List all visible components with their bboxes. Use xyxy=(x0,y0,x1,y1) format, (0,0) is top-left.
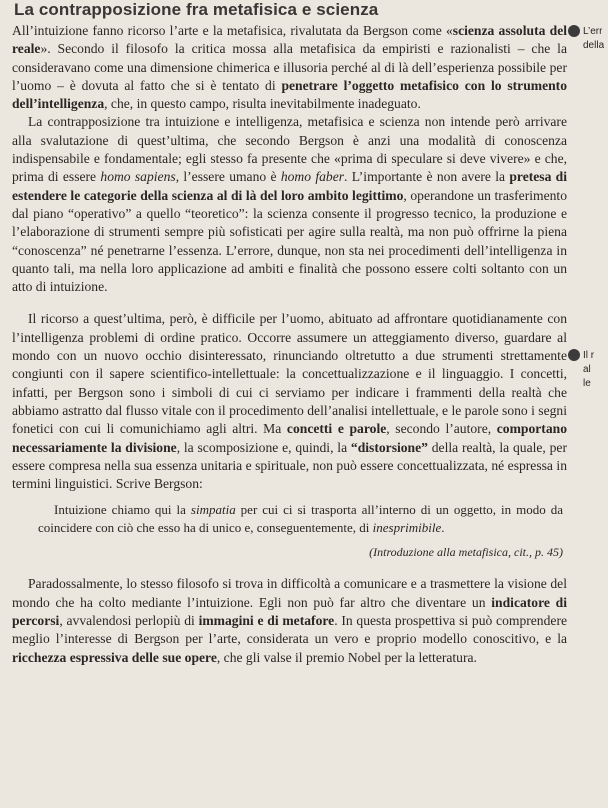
page-title: La contrapposizione fra metafisica e scienza xyxy=(14,0,379,19)
text-run: . In questa prospettiva si può comprendere meglio l’interesse di Bergson per l’arte, considerata un vero e proprio modello conoscitivo, e la xyxy=(12,613,568,647)
emphasis-bold: comportano necessariamente la divisione xyxy=(12,421,567,455)
text-run: All’intuizione fanno ricorso l’arte e la metafisica, rivalutata da Bergson come « xyxy=(12,23,453,38)
emphasis-italic: inesprimibile xyxy=(372,520,442,536)
paragraph-paradox xyxy=(12,575,567,666)
emphasis-bold: indicatore di percorsi xyxy=(12,594,567,629)
text-run: , la scomposizione e, quindi, la xyxy=(176,439,351,455)
text-run: della realtà, la quale, per essere compresa nella sua essenza unitaria e spirituale, non può essere concettualizzata, né espressa in termini linguistici. Scrive Bergson: xyxy=(12,439,567,492)
text-run: , che gli valse il premio Nobel per la letteratura. xyxy=(216,649,477,665)
text-run: Intuizione chiamo qui la xyxy=(54,502,191,518)
margin-bullet-icon xyxy=(568,349,580,361)
margin-bullet-icon xyxy=(568,25,580,37)
bergson-quote xyxy=(38,501,563,561)
paragraph-intuition-metaphysics xyxy=(12,22,567,113)
emphasis-bold: penetrare l’oggetto metafisico con lo strumento dell’intelligenza xyxy=(12,77,568,112)
text-run: La contrapposizione tra intuizione e intelligenza, metafisica e scienza non intende però arrivare alla svalutazione di quest’ultima, che secondo Bergson è anzi una modalità di conoscenza indispensabile e fondamentale; egli stesso fa presente che «prima di speculare si deve vivere» e che, prima di essere xyxy=(12,114,567,185)
text-run: . xyxy=(441,520,445,536)
quote-citation: (Introduzione alla metafisica, cit., p. 45) xyxy=(369,545,563,560)
emphasis-bold: immagini e di metafore xyxy=(198,613,335,629)
text-run: , che, in questo campo, risulta inevitabilmente inadeguato. xyxy=(104,96,421,112)
paragraph-language-concepts xyxy=(12,310,567,493)
text-run: per cui ci si trasporta all’interno di un oggetto, in modo da coincidere con ciò che esso ha di unico e, conseguentemente, di xyxy=(38,502,564,536)
text-run: , secondo l’autore, xyxy=(386,421,497,437)
text-run: Il ricorso a quest’ultima, però, è difficile per l’uomo, abituato ad affrontare quotidianamente con l’intelligenza problemi di ordine pratico. Occorre assumere un atteggiamento diverso, guardare al mondo con un nuovo occhio disinteressato, rinunciando oltretutto a due strumenti strettamente congiunti con il sapere scientifico-intellettuale: la concettualizzazione e il linguaggio. I concetti, infatti, per Bergson sono i simboli di cui ci serviamo per indicare i frammenti della realtà che abbiamo astratto dal flusso vitale con il procedimento dell’analisi intellettuale, e le parole sono i segni fonetici con cui li comunichiamo agli altri. Ma xyxy=(12,311,567,437)
text-run: . L’importante è non avere la xyxy=(344,169,510,185)
emphasis-bold: concetti e parole xyxy=(286,421,387,437)
emphasis-italic: simpatia xyxy=(190,502,236,518)
text-run: ». Secondo il filosofo la critica mossa alla metafisica da empiristi e razionalisti – che la consideravano come una dimensione chimerica e illusoria perché al di là dell’esperienza possibile per l’uomo – è dovuta al fatto che si è tentato di xyxy=(12,41,567,93)
margin-note-ricorso: Il r al le xyxy=(568,348,608,390)
emphasis-bold: ricchezza espressiva delle sue opere xyxy=(12,649,217,665)
text-run: , operandone un trasferimento dal piano “operativo” a quello “teoretico”: la scienza consente il progresso tecnico, la produzione e l’elaborazione di strumenti sempre più sofisticati per agire sulla realtà, ma non può offrirne la piena “conoscenza” né penetrarne l’essenza. L’errore, dunque, non sta nei procedimenti dell’intelligenza in quanto tali, ma nella loro applicazione ad ambiti e finalità che possono essere colti soltanto con un atto di intuizione. xyxy=(12,187,567,295)
emphasis-bold: pretesa di estendere le categorie della scienza al di là del loro ambito legittimo xyxy=(12,169,568,203)
quote-text xyxy=(38,501,563,537)
emphasis-italic: homo sapiens xyxy=(100,169,176,185)
emphasis-bold: scienza assoluta del reale xyxy=(12,23,567,57)
emphasis-bold: “distorsione” xyxy=(350,439,428,455)
text-run: Paradossalmente, lo stesso filosofo si trova in difficoltà a comunicare e a trasmettere la visione del mondo che ha colto mediante l’intuizione. Egli non può far altro che diventare un xyxy=(12,576,567,610)
text-run: , l’essere umano è xyxy=(175,169,281,185)
margin-note-error: L’err della xyxy=(568,24,608,52)
text-run: , avvalendosi perlopiù di xyxy=(59,613,199,629)
emphasis-italic: homo faber xyxy=(280,169,345,185)
paragraph-intelligence-science xyxy=(12,113,567,296)
article-body xyxy=(12,22,567,667)
